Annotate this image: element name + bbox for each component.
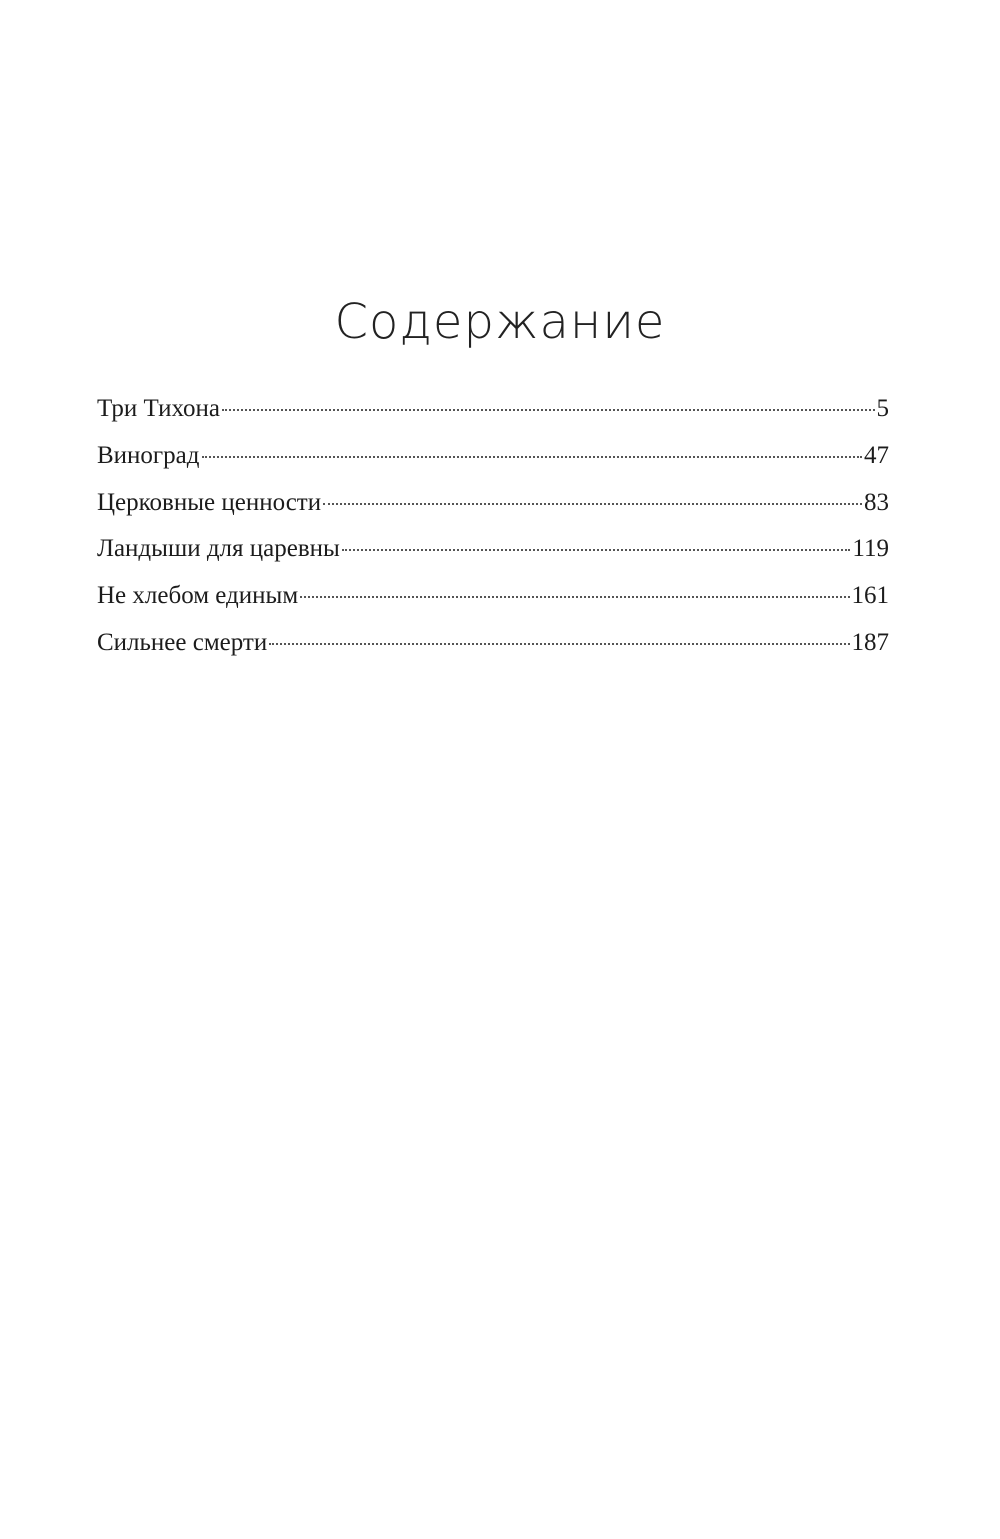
toc-entry-title: Сильнее смерти — [97, 628, 268, 656]
toc-entry-title: Виноград — [97, 441, 200, 469]
table-of-contents — [97, 386, 889, 667]
dot-leader — [323, 501, 862, 505]
toc-page-number: 161 — [851, 582, 889, 610]
dot-leader — [202, 454, 862, 458]
toc-entry — [97, 526, 889, 573]
toc-entry — [97, 620, 889, 667]
toc-entry-title: Три Тихона — [97, 395, 220, 422]
toc-entry — [97, 386, 889, 433]
toc-entry — [97, 573, 889, 620]
toc-entry — [97, 480, 889, 527]
toc-page-number: 83 — [864, 488, 889, 516]
toc-entry-title: Не хлебом единым — [97, 582, 299, 610]
toc-entry-title: Церковные ценности — [97, 488, 322, 516]
toc-entry-title: Ландыши для царевны — [97, 535, 340, 563]
dot-leader — [300, 594, 849, 598]
toc-page-number: 119 — [852, 535, 889, 563]
toc-page-number: 187 — [851, 628, 889, 656]
dot-leader — [269, 641, 849, 645]
toc-page-number: 47 — [864, 441, 889, 469]
toc-page-number: 5 — [876, 395, 889, 422]
page-title: Содержание — [334, 294, 666, 350]
dot-leader — [222, 407, 875, 411]
dot-leader — [342, 547, 851, 551]
toc-entry — [97, 433, 889, 480]
